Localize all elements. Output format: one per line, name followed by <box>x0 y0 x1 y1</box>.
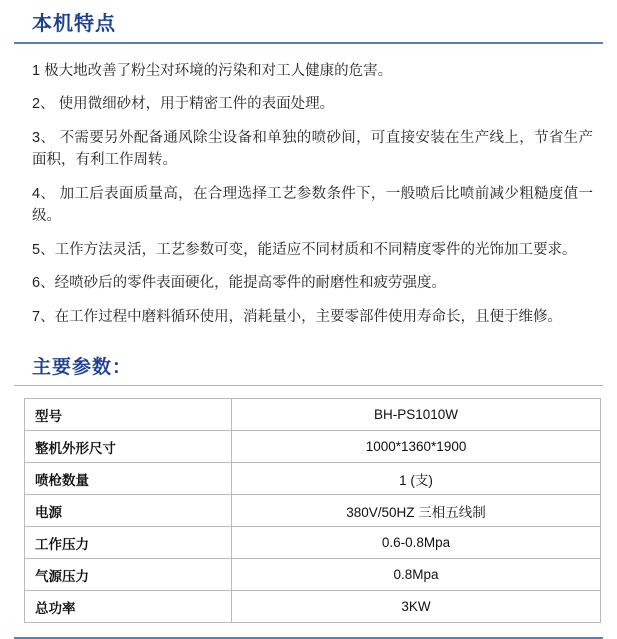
feature-item: 2、 使用微细砂材，用于精密工件的表面处理。 <box>32 96 335 113</box>
features-list <box>10 60 607 328</box>
feature-item: 4、 加工后表面质量高，在合理选择工艺参数条件下，一般喷后比喷前减少粗糙度值一级。 <box>32 185 593 225</box>
spec-label: 工作压力 <box>25 527 232 559</box>
spec-value: 0.8Mpa <box>232 559 601 591</box>
table-row <box>25 559 601 591</box>
features-heading: 本机特点 <box>32 13 116 35</box>
spec-value: 0.6-0.8Mpa <box>232 527 601 559</box>
table-row <box>25 591 601 623</box>
feature-item: 7、在工作过程中磨料循环使用，消耗量小，主要零部件使用寿命长，且便于维修。 <box>32 308 563 325</box>
spec-value: 1 (支) <box>232 463 601 495</box>
spec-label: 整机外形尺寸 <box>25 431 232 463</box>
table-row <box>25 399 601 431</box>
feature-item: 3、 不需要另外配备通风除尘设备和单独的喷砂间，可直接安装在生产线上，节省生产面积，有利工作周转。 <box>32 129 593 169</box>
spec-value: BH-PS1010W <box>232 399 601 431</box>
feature-item: 1 极大地改善了粉尘对环境的污染和对工人健康的危害。 <box>32 63 393 79</box>
features-heading-rule <box>14 42 603 44</box>
feature-item: 6、经喷砂后的零件表面硬化，能提高零件的耐磨性和疲劳强度。 <box>32 275 447 292</box>
spec-label: 电源 <box>25 495 232 527</box>
parameters-section <box>10 348 607 386</box>
spec-label: 喷枪数量 <box>25 463 232 495</box>
spec-table <box>24 398 601 623</box>
table-row <box>25 527 601 559</box>
feature-item: 5、工作方法灵活，工艺参数可变，能适应不同材质和不同精度零件的光饰加工要求。 <box>32 241 577 258</box>
spec-label: 总功率 <box>25 591 232 623</box>
spec-value: 380V/50HZ 三相五线制 <box>232 495 601 527</box>
table-row <box>25 463 601 495</box>
table-row <box>25 495 601 527</box>
parameters-heading-rule <box>14 385 603 386</box>
spec-table-wrapper <box>10 398 607 623</box>
parameters-heading: 主要参数： <box>32 357 133 379</box>
spec-label: 型号 <box>25 399 232 431</box>
spec-value: 3KW <box>232 591 601 623</box>
spec-label: 气源压力 <box>25 559 232 591</box>
spec-value: 1000*1360*1900 <box>232 431 601 463</box>
table-row <box>25 431 601 463</box>
